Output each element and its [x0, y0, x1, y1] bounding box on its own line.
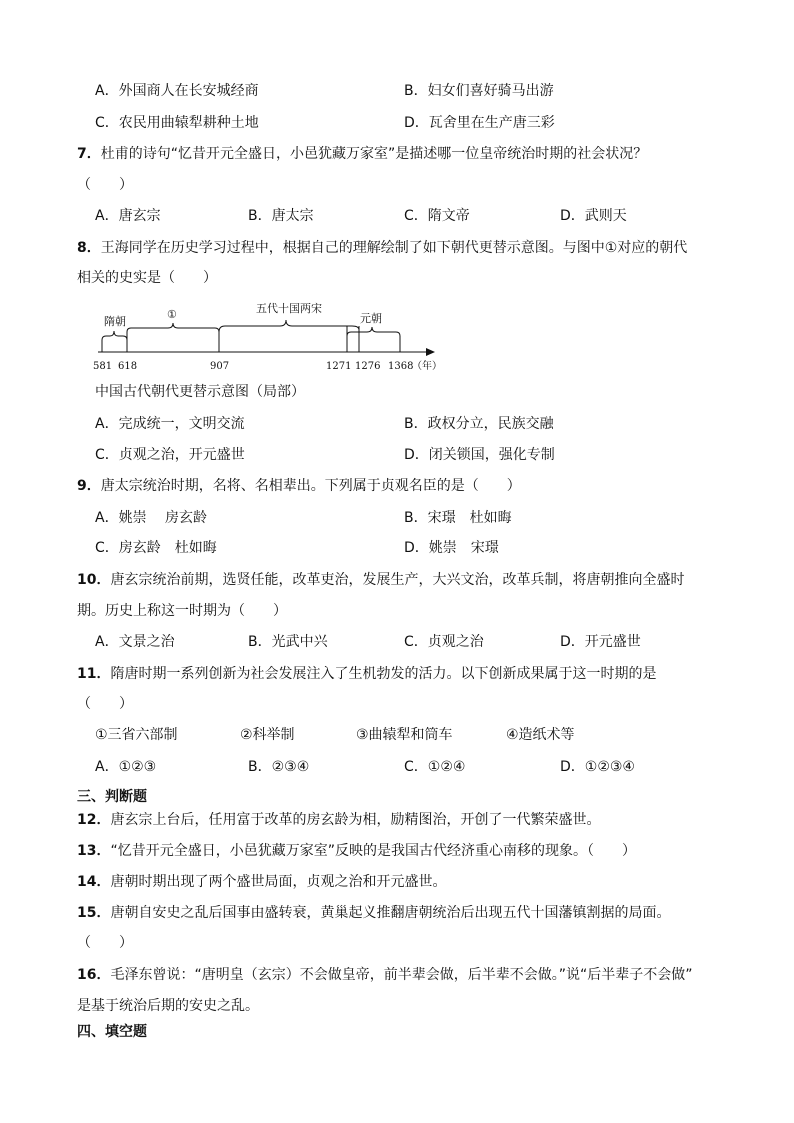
- label-yuan: 元朝: [360, 312, 382, 325]
- year-618: 618: [118, 361, 138, 372]
- q6-option-d: D．瓦舍里在生产唐三彩: [404, 115, 555, 131]
- section-heading-fill-blank: 四、填空题: [77, 1024, 147, 1040]
- answer-blank: （ ）: [77, 935, 133, 951]
- q11-option-c: C．①②④: [404, 759, 466, 775]
- q10-option-a: A．文景之治: [95, 634, 175, 650]
- question-number: 8．: [77, 240, 101, 256]
- q11-item-3: ③曲辕犁和筒车: [356, 727, 453, 743]
- question-16-line2: 是基于统治后期的安史之乱。: [77, 998, 259, 1014]
- q6-option-a: A．外国商人在长安城经商: [95, 83, 259, 99]
- question-text: 隋唐时期一系列创新为社会发展注入了生机勃发的活力。以下创新成果属于这一时期的是: [110, 666, 657, 682]
- q9-option-a: A．姚崇 房玄龄: [95, 510, 208, 526]
- q6-option-c: C．农民用曲辕犁耕种土地: [95, 115, 259, 131]
- question-11: [77, 664, 656, 684]
- year-907: 907: [210, 361, 230, 372]
- timeline-arrow: [426, 348, 435, 356]
- q9-option-b: B．宋璟 杜如晦: [404, 510, 512, 526]
- q11-item-4: ④造纸术等: [506, 727, 575, 743]
- question-7: [77, 144, 647, 164]
- year-1276: 1276: [355, 361, 381, 372]
- question-number: 7．: [77, 146, 101, 162]
- diagram-caption: 中国古代朝代更替示意图（局部）: [95, 384, 305, 400]
- question-number: 11．: [77, 666, 111, 682]
- label-sui: 隋朝: [104, 315, 126, 328]
- question-15: [77, 903, 670, 923]
- question-text: 唐朝自安史之乱后国事由盛转衰，黄巢起义推翻唐朝统治后出现五代十国藩镇割据的局面。: [110, 905, 671, 921]
- question-number: 16．: [77, 967, 111, 983]
- question-text: 唐太宗统治时期，名将、名相辈出。下列属于贞观名臣的是（ ）: [100, 478, 521, 494]
- question-text: 杜甫的诗句“忆昔开元全盛日，小邑犹藏万家室”是描述哪一位皇帝统治时期的社会状况？: [100, 146, 648, 162]
- question-9: [77, 476, 521, 496]
- q10-option-d: D．开元盛世: [560, 634, 641, 650]
- question-number: 15．: [77, 905, 111, 921]
- question-text: 唐玄宗统治前期，选贤任能，改革吏治，发展生产，大兴文治，改革兵制，将唐朝推向全盛时: [110, 572, 685, 588]
- question-number: 9．: [77, 478, 101, 494]
- q10-option-c: C．贞观之治: [404, 634, 484, 650]
- year-581: 581: [93, 361, 113, 372]
- q6-option-b: B．妇女们喜好骑马出游: [404, 83, 554, 99]
- answer-blank: （ ）: [77, 177, 133, 193]
- brace-yuan: [347, 327, 400, 350]
- q9-option-c: C．房玄龄 杜如晦: [95, 540, 217, 556]
- question-8-line2: 相关的史实是（ ）: [77, 270, 217, 286]
- q11-item-2: ②科举制: [240, 727, 295, 743]
- q9-option-d: D．姚崇 宋璟: [404, 540, 499, 556]
- question-13: [77, 841, 636, 861]
- question-text: “忆昔开元全盛日，小邑犹藏万家室”反映的是我国古代经济重心南移的现象。（ ）: [110, 843, 636, 859]
- q7-option-d: D．武则天: [560, 208, 627, 224]
- q8-option-d: D．闭关锁国，强化专制: [404, 447, 555, 463]
- question-10-line2: 期。历史上称这一时期为（ ）: [77, 603, 287, 619]
- q11-option-a: A．①②③: [95, 759, 157, 775]
- label-five-dynasties-song: 五代十国两宋: [256, 302, 322, 315]
- brace-sui: [102, 331, 127, 350]
- section-heading-judgment: 三、判断题: [77, 789, 147, 805]
- q11-option-d: D．①②③④: [560, 759, 635, 775]
- label-circle-1: ①: [167, 308, 177, 321]
- q11-option-b: B．②③④: [248, 759, 310, 775]
- year-1368: 1368: [388, 361, 414, 372]
- q10-option-b: B．光武中兴: [248, 634, 328, 650]
- q8-option-c: C．贞观之治，开元盛世: [95, 447, 245, 463]
- dynasty-timeline-diagram: [90, 296, 450, 376]
- question-text: 王海同学在历史学习过程中，根据自己的理解绘制了如下朝代更替示意图。与图中①对应的朝代: [100, 240, 688, 256]
- year-unit: （年）: [412, 361, 442, 372]
- q11-item-1: ①三省六部制: [95, 727, 178, 743]
- question-number: 10．: [77, 572, 111, 588]
- q8-option-a: A．完成统一，文明交流: [95, 416, 245, 432]
- year-1271: 1271: [326, 361, 352, 372]
- q7-option-b: B．唐太宗: [248, 208, 314, 224]
- question-12: [77, 810, 600, 830]
- question-number: 13．: [77, 843, 111, 859]
- q8-option-b: B．政权分立，民族交融: [404, 416, 554, 432]
- question-text: 唐玄宗上台后，任用富于改革的房玄龄为相，励精图治，开创了一代繁荣盛世。: [110, 812, 601, 828]
- question-10: [77, 570, 684, 590]
- question-number: 14．: [77, 874, 111, 890]
- question-text: 唐朝时期出现了两个盛世局面，贞观之治和开元盛世。: [110, 874, 447, 890]
- question-14: [77, 872, 446, 892]
- brace-five-dynasties-song: [219, 320, 359, 350]
- q7-option-c: C．隋文帝: [404, 208, 470, 224]
- question-number: 12．: [77, 812, 111, 828]
- question-16: [77, 965, 693, 985]
- answer-blank: （ ）: [77, 696, 133, 712]
- q7-option-a: A．唐玄宗: [95, 208, 161, 224]
- question-8: [77, 238, 687, 258]
- question-text: 毛泽东曾说：“唐明皇（玄宗）不会做皇帝，前半辈会做，后半辈不会做。”说“后半辈子不会做”: [110, 967, 693, 983]
- brace-circle-1: [127, 323, 219, 350]
